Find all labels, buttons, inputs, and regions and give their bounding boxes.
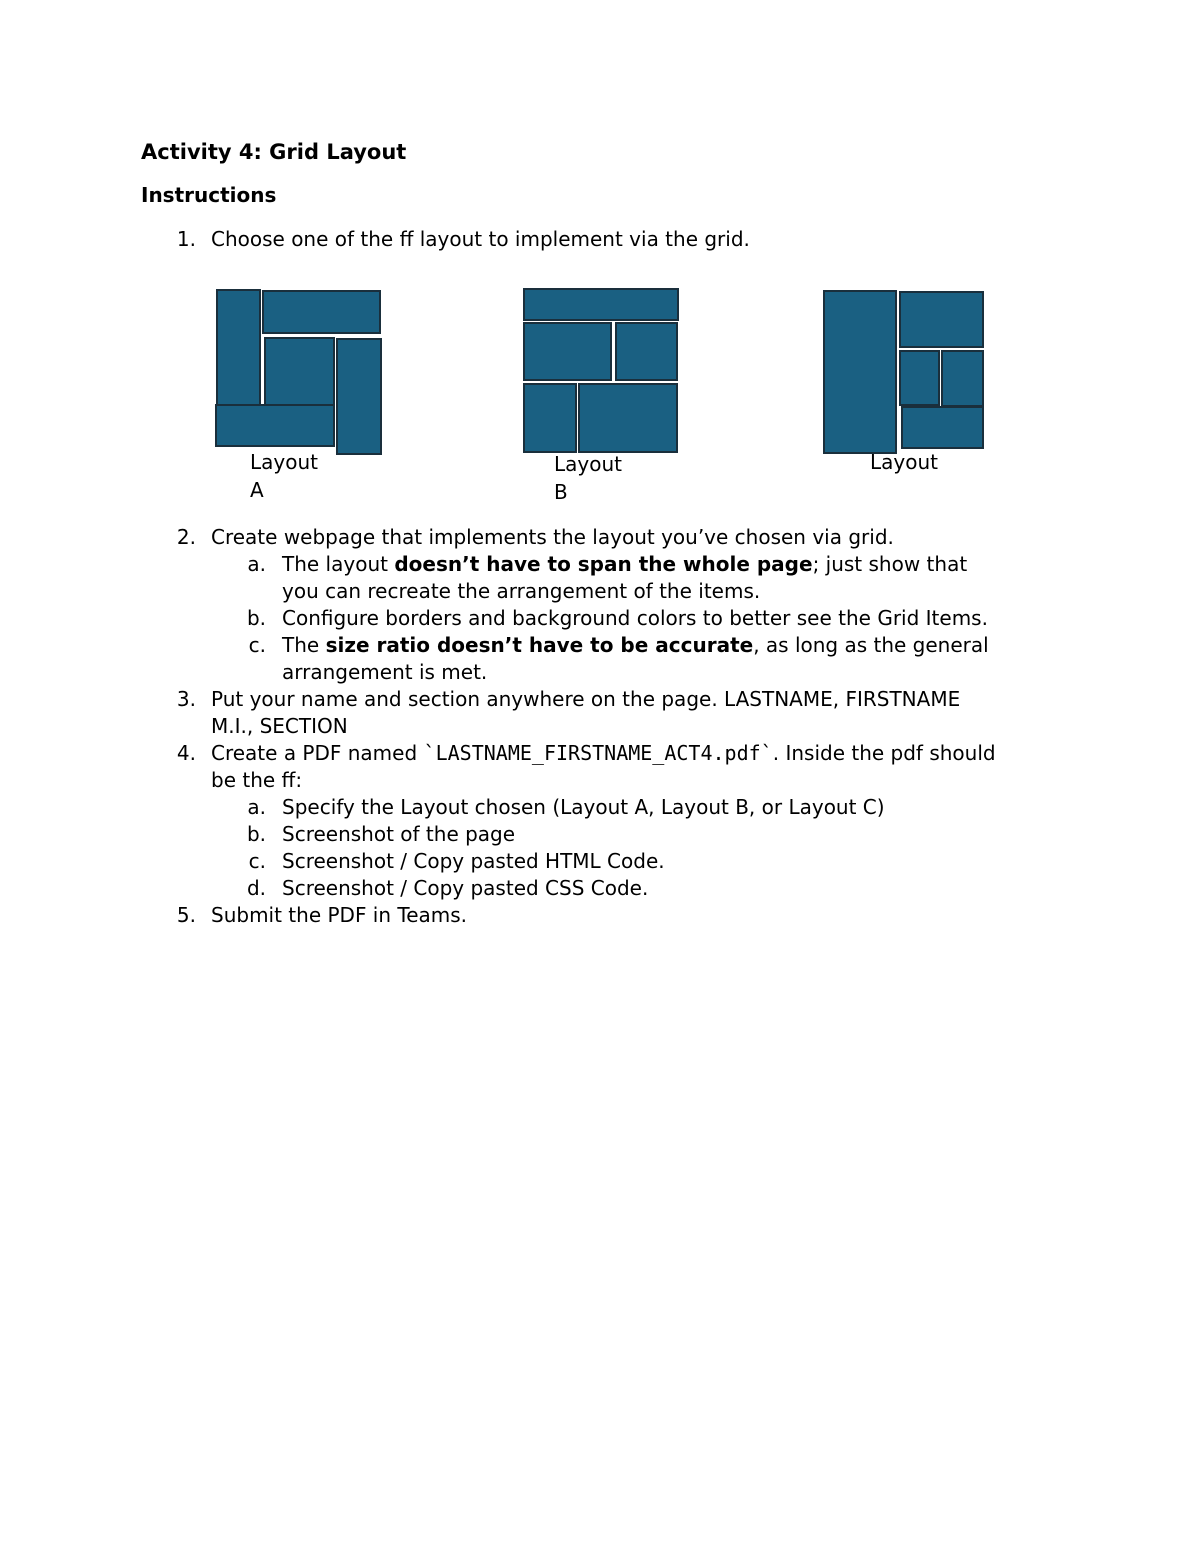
- step-text: Create webpage that implements the layout you’ve chosen via grid.: [211, 525, 894, 549]
- step-text: Put your name and section anywhere on the page. LASTNAME, FIRSTNAME: [211, 687, 961, 711]
- pdf-filename: `LASTNAME_FIRSTNAME_ACT4.pdf`: [423, 741, 773, 765]
- sub-item-text: The size ratio doesn’t have to be accurate, as long as the general: [282, 633, 989, 657]
- step-text: Submit the PDF in Teams.: [211, 903, 468, 927]
- layout-a-caption: Layout A: [250, 450, 318, 502]
- sub-letter: d.: [246, 876, 266, 900]
- sub-item-text-cont: you can recreate the arrangement of the items.: [282, 579, 761, 603]
- layout-b-caption: Layout B: [554, 452, 622, 504]
- sub-letter: a.: [247, 795, 266, 819]
- sub-item-text: Screenshot / Copy pasted HTML Code.: [282, 849, 665, 873]
- layout-c-tile-mid-left: [899, 350, 940, 406]
- layout-b-tile-mid-right: [615, 322, 678, 381]
- sub-item-text: Screenshot / Copy pasted CSS Code.: [282, 876, 649, 900]
- step-number: 2.: [176, 525, 196, 549]
- sub-letter: b.: [246, 606, 266, 630]
- layout-c-caption: Layout: [870, 450, 938, 474]
- step-text: Choose one of the ff layout to implement via the grid.: [211, 227, 750, 251]
- instructions-heading: Instructions: [141, 183, 277, 207]
- step-text-cont: be the ff:: [211, 768, 303, 792]
- layout-b-tile-bottom-left: [523, 383, 577, 453]
- step-text-cont: M.I., SECTION: [211, 714, 348, 738]
- sub-letter: c.: [248, 849, 266, 873]
- sub-letter: b.: [246, 822, 266, 846]
- layout-c-tile-left: [823, 290, 897, 454]
- sub-item-text: The layout doesn’t have to span the whole page; just show that: [282, 552, 968, 576]
- page-title: Activity 4: Grid Layout: [141, 140, 407, 164]
- layout-a-tile-top: [262, 290, 381, 334]
- step-number: 4.: [176, 741, 196, 765]
- sub-item-text: Specify the Layout chosen (Layout A, Layout B, or Layout C): [282, 795, 885, 819]
- layout-a-tile-bottom: [215, 404, 335, 447]
- layout-b-tile-mid-left: [523, 322, 612, 381]
- step-number: 3.: [176, 687, 196, 711]
- step-text: Create a PDF named `LASTNAME_FIRSTNAME_ACT4.pdf`. Inside the pdf should: [211, 741, 996, 765]
- layout-c-tile-top: [899, 291, 984, 348]
- layout-b-tile-header: [523, 288, 679, 321]
- sub-letter: c.: [248, 633, 266, 657]
- sub-letter: a.: [247, 552, 266, 576]
- layout-b-tile-bottom-right: [578, 383, 678, 453]
- sub-item-text: Configure borders and background colors to better see the Grid Items.: [282, 606, 988, 630]
- layout-a-tile-left: [216, 289, 261, 415]
- step-number: 1.: [176, 227, 196, 251]
- layout-c-tile-bottom: [901, 406, 984, 449]
- layout-c-tile-mid-right: [941, 350, 984, 407]
- sub-item-text-cont: arrangement is met.: [282, 660, 488, 684]
- sub-item-text: Screenshot of the page: [282, 822, 516, 846]
- layout-a-tile-right: [336, 338, 382, 455]
- layout-a-tile-center: [264, 337, 335, 409]
- step-number: 5.: [176, 903, 196, 927]
